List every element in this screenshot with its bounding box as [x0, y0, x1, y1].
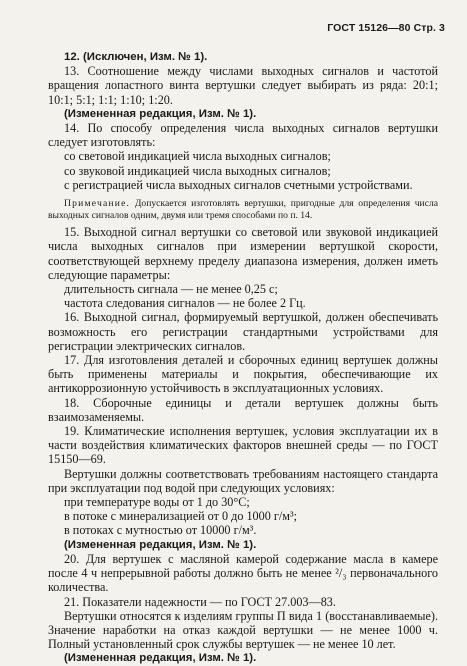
- clause-19-item: в потоке с минерализацией от 0 до 1000 г/м³;: [64, 509, 298, 524]
- note: [48, 198, 438, 221]
- clause-21-text: Вертушки относятся к изделиям группы П вида 1 (восстанавливаемые). Значение наработки на отказ каждой вертушки — не менее 1000 ч. Полный установленный срок службы вертушек — не менее 10 лет.: [48, 608, 438, 652]
- amendment-note: (Измененная редакция, Изм. № 1).: [64, 538, 257, 551]
- note-label: Примечание.: [64, 198, 131, 210]
- clause-20: 20. Для вертушек с масляной камерой содержание масла в камере после 4 ч непрерывной работы должно быть не менее ²/₃ первоначального количества.: [48, 551, 438, 595]
- document-body: [48, 50, 438, 666]
- amendment-note: (Измененная редакция, Изм. № 1).: [64, 107, 257, 120]
- clause-15-item: длительность сигнала — не менее 0,25 с;: [64, 282, 278, 297]
- clause-12: 12. (Исключен, Изм. № 1).: [64, 51, 208, 63]
- clause-15-item: частота следования сигналов — не более 2 Гц.: [64, 296, 306, 311]
- clause-19-text: Вертушки должны соответствовать требованиям настоящего стандарта при эксплуатации под водой при следующих условиях:: [48, 466, 438, 495]
- clause-14-item: со звуковой индикацией числа выходных сигналов;: [64, 163, 331, 178]
- clause-14-item: с регистрацией числа выходных сигналов счетными устройствами.: [64, 177, 413, 192]
- clause-16: 16. Выходной сигнал, формируемый вертушкой, должен обеспечивать возможность его регистрации стандартными устройствами для регистрации электрических сигналов.: [48, 310, 438, 353]
- clause-17: 17. Для изготовления деталей и сборочных единиц вертушек должны быть применены материалы и покрытия, обеспечивающие их антикоррозионную устойчивость в эксплуатационных условиях.: [48, 353, 438, 396]
- clause-21: 21. Показатели надежности — по ГОСТ 27.003—83.: [64, 594, 336, 609]
- amendment-note: (Измененная редакция, Изм. № 1).: [64, 652, 257, 665]
- page-header: ГОСТ 15126—80 Стр. 3: [327, 22, 445, 34]
- clause-19-item: в потоках с мутностью от 10000 г/м³.: [64, 523, 257, 538]
- clause-14: 14. По способу определения числа выходных сигналов вертушки следует изготовлять:: [48, 121, 438, 150]
- clause-18: 18. Сборочные единицы и детали вертушек должны быть взаимозаменяемы.: [48, 395, 438, 424]
- clause-19: 19. Климатические исполнения вертушек, условия эксплуатации их в части воздействия климатических факторов внешней среды — по ГОСТ 15150—69.: [48, 424, 438, 467]
- clause-15: 15. Выходной сигнал вертушки со световой или звуковой индикацией числа выходных сигналов при измерении вертушкой скорости, соответствующей верхнему пределу диапазона измерения, должен иметь следующие параметры:: [48, 225, 438, 282]
- clause-14-item: со световой индикацией числа выходных сигналов;: [64, 149, 331, 164]
- clause-13: 13. Соотношение между числами выходных сигналов и частотой вращения лопастного винта вертушки следует выбирать из ряда: 20:1; 10:1; 5:1; 1:1; 1:10; 1:20.: [48, 64, 438, 107]
- note-text: Допускается изготовлять вертушки, пригодные для определения числа выходных сигналов одним, двумя или тремя способами по п. 14.: [48, 198, 438, 221]
- clause-19-item: при температуре воды от 1 до 30°С;: [64, 495, 250, 510]
